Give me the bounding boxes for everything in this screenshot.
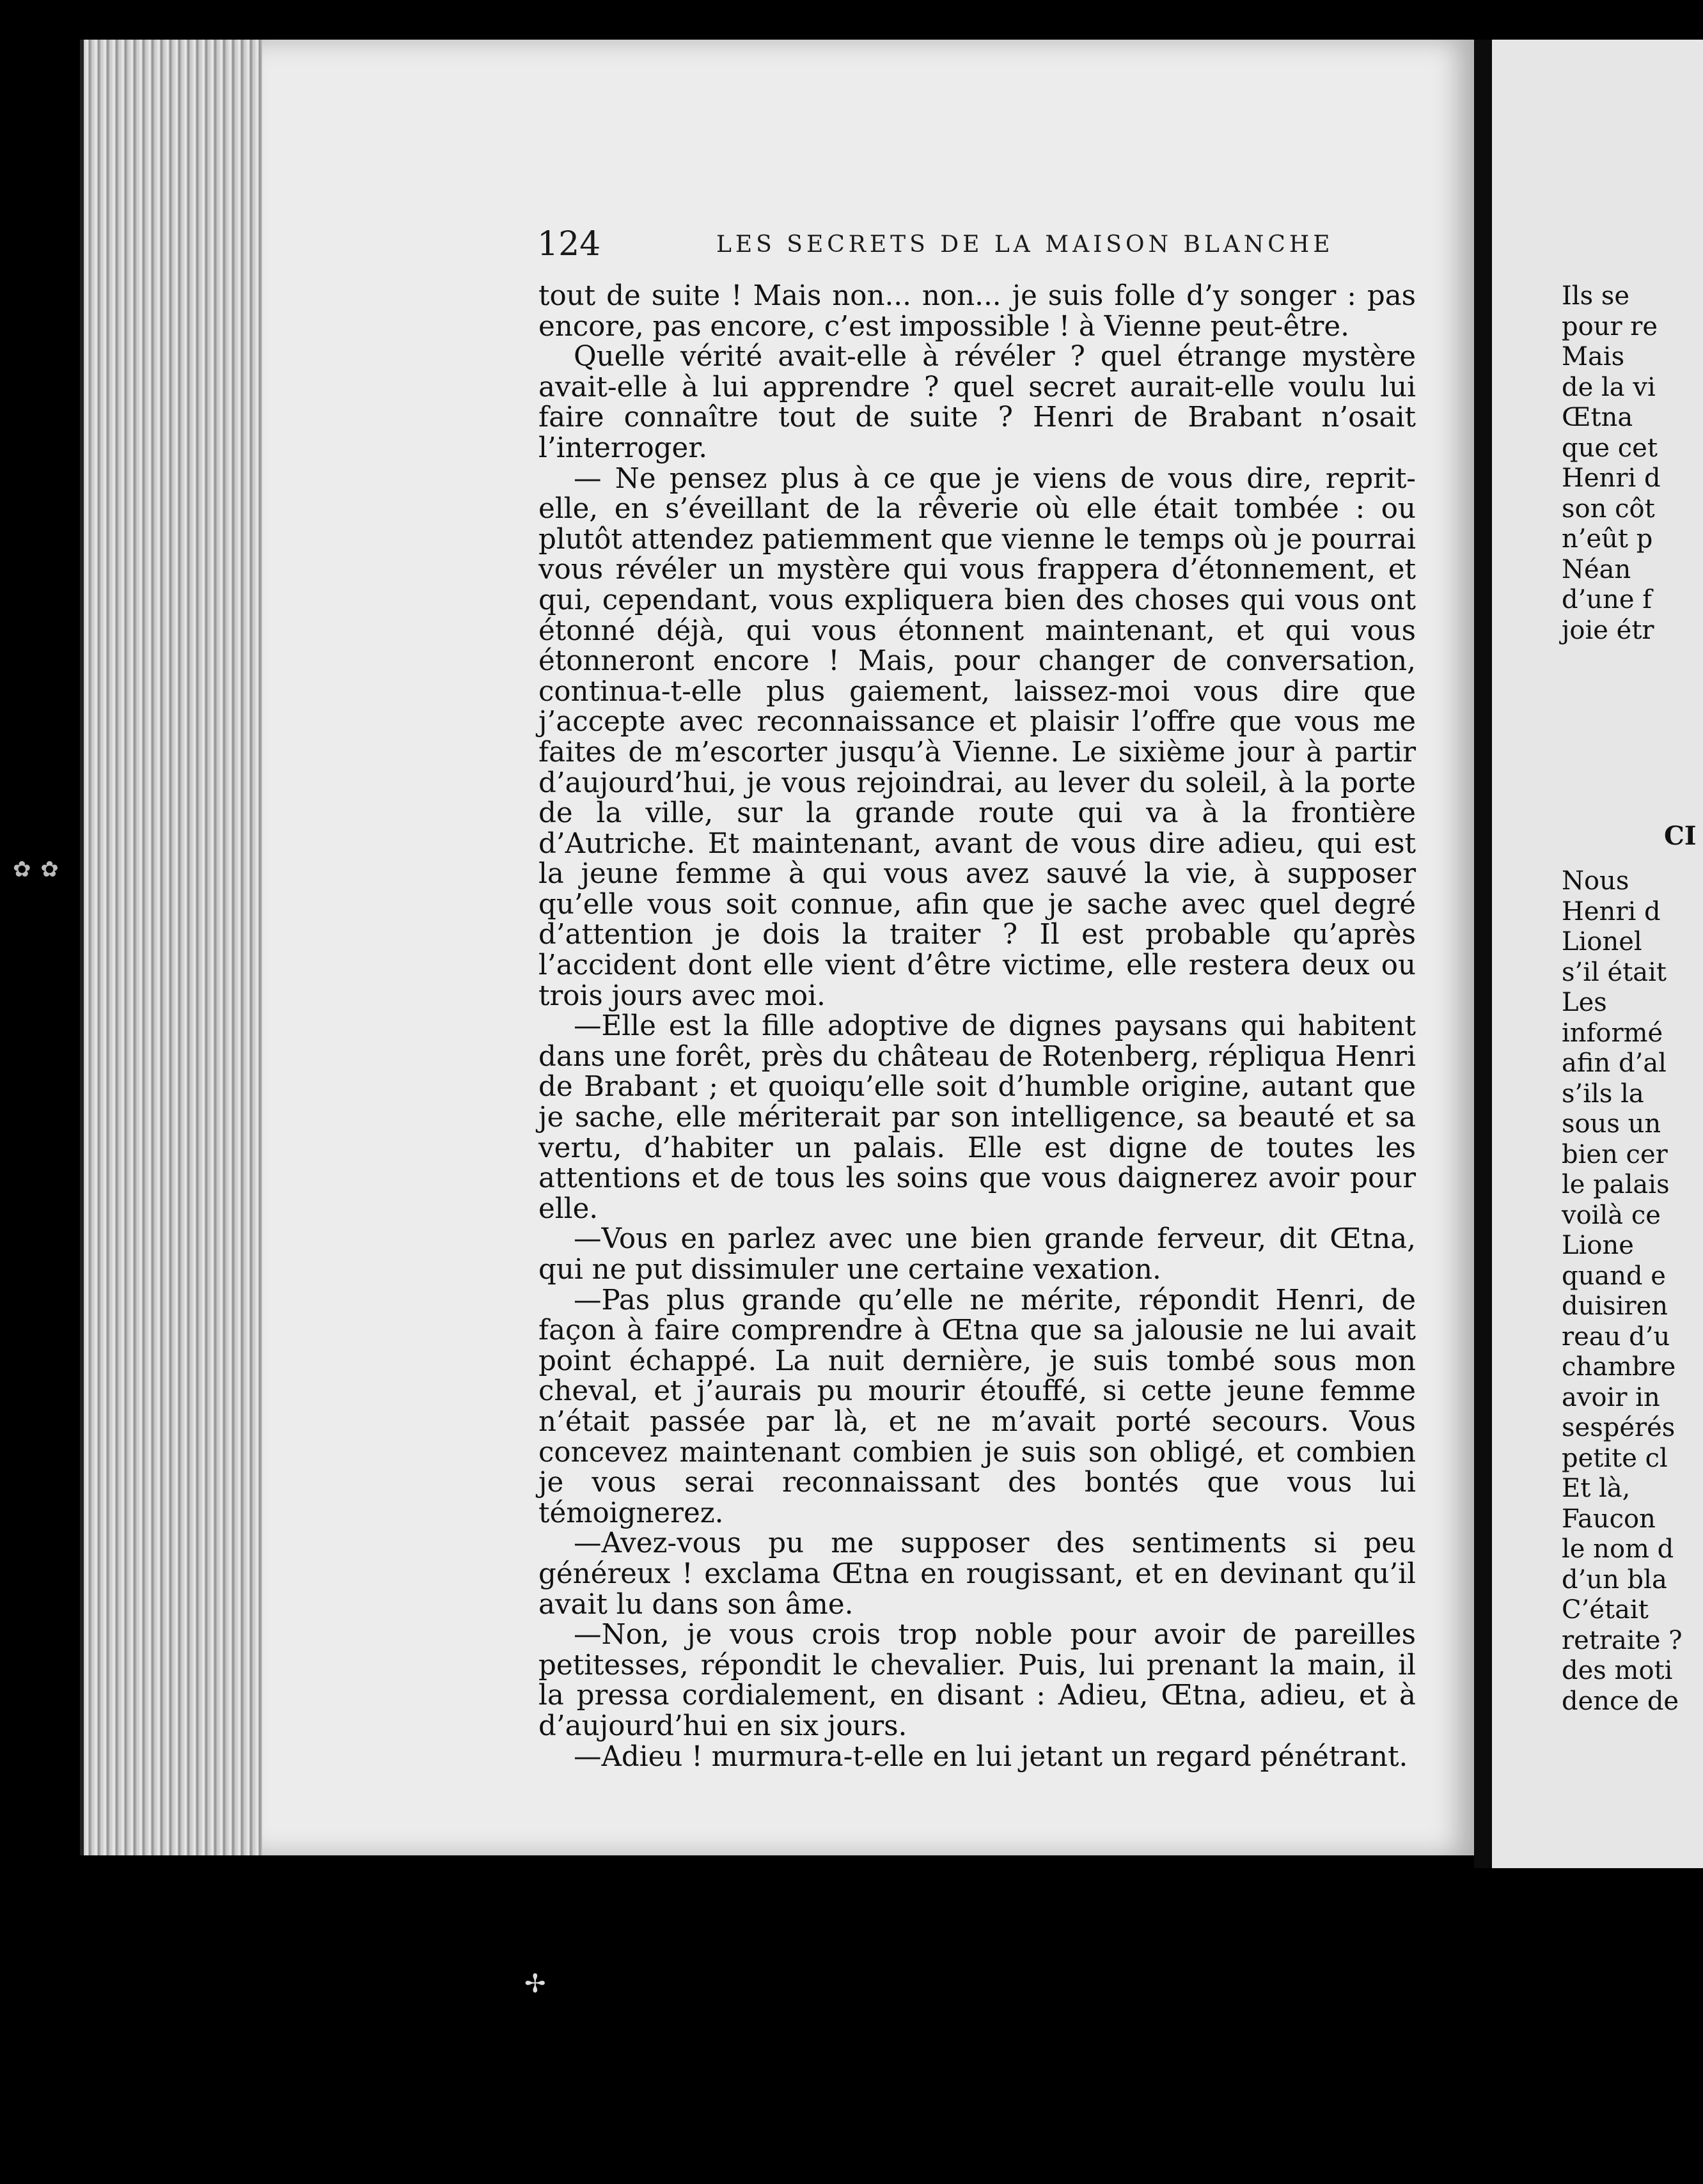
running-title: LES SECRETS DE LA MAISON BLANCHE [716,231,1334,258]
right-page-line: Nous [1562,866,1629,896]
right-page-line: duisiren [1562,1291,1668,1321]
paragraph: —Avez-vous pu me supposer des sentiments si peu généreux ! exclama Œtna en rougissant, et en devinant qu’il avait lu dans son âme. [538,1527,1416,1621]
right-page-line: de la vi [1562,372,1656,402]
paragraph: —Vous en parlez avec une bien grande ferveur, dit Œtna, qui ne put dissimuler une certaine vexation. [538,1223,1416,1286]
right-page-line: afin d’al [1562,1049,1667,1078]
right-page-line: sous un [1562,1109,1661,1139]
right-page-line: que cet [1562,433,1658,463]
right-page-line: Henri d [1562,896,1661,926]
paragraph: — Ne pensez plus à ce que je viens de vous dire, reprit-elle, en s’éveillant de la rêverie où elle était tombée : ou plutôt attendez patiemment que vienne le temps où je pourrai vous révéler un mystère qui vous frappera d’étonnement, et qui, cependant, vous expliquera bien des choses qui vous ont étonné déjà, qui vous étonnent maintenant, et qui vous étonneront encore ! Mais, pour changer de conversation, continua-t-elle plus gaiement, laissez-moi vous dire que j’accepte avec reconnaissance et plaisir l’offre que vous me faites de m’escorter jusqu’à Vienne. Le sixième jour à partir d’aujourd’hui, je vous rejoindrai, au lever du soleil, à la porte de la ville, sur la grande route qui va à la frontière d’Autriche. Et maintenant, avant de vous dire adieu, qui est la jeune femme à qui vous avez sauvé la vie, à supposer qu’elle vous soit connue, afin que je sache avec quel degré d’attention je dois la traiter ? Il est probable qu’après l’accident dont elle vient d’être victime, elle restera deux ou trois jours avec moi. [538,462,1416,1012]
right-page-line: C’était [1562,1595,1649,1625]
bottom-mark: ✢ [524,1969,546,1999]
page-edges [80,40,276,1855]
paragraph: —Non, je vous crois trop noble pour avoir de pareilles petitesses, répondit le chevalier. Puis, lui prenant la main, il la pressa cordialement, en disant : Adieu, Œtna, adieu, et à d’aujourd’hui en six jours. [538,1619,1416,1742]
right-page-line: petite cl [1562,1443,1668,1473]
right-page-line: Lionel [1562,927,1642,956]
right-page-line: avoir in [1562,1382,1660,1412]
chapter-heading-fragment: CI [1664,821,1697,851]
right-page-line: bien cer [1562,1139,1668,1169]
right-page-line: d’un bla [1562,1564,1667,1595]
right-page-line: chambre [1562,1352,1676,1382]
right-page-line: sespérés [1562,1413,1676,1442]
page-number: 124 [537,225,601,263]
right-page-line: Lione [1562,1231,1634,1260]
margin-stamp: ✿ ✿ [13,857,60,882]
right-page-line: pour re [1562,311,1658,341]
right-page-line: retraite ? [1562,1625,1683,1655]
right-page-line: n’eût p [1562,524,1653,554]
right-page-line: des moti [1562,1656,1673,1685]
right-page-line: Mais [1562,342,1625,371]
right-page-line: s’ils la [1562,1079,1644,1109]
right-page-line: le palais [1562,1170,1670,1199]
right-page-line: le nom d [1562,1534,1674,1564]
right-page-line: Faucon [1562,1504,1656,1534]
right-page-line: Œtna [1562,403,1633,432]
right-page-line: voilà ce [1562,1200,1661,1230]
paragraph: Quelle vérité avait-elle à révéler ? quel étrange mystère avait-elle à lui apprendre ? quel secret aurait-elle voulu lui faire connaître tout de suite ? Henri de Brabant n’osait l’interroger. [538,341,1416,464]
right-page-line: s’il était [1562,957,1667,987]
right-page-line: Et là, [1562,1474,1631,1503]
paragraph: —Pas plus grande qu’elle ne mérite, répondit Henri, de façon à faire comprendre à Œtna que sa jalousie ne lui avait point échappé. La nuit dernière, je suis tombé sous mon cheval, et j’aurais pu mourir étouffé, si cette jeune femme n’était passée par là, et ne m’avait porté secours. Vous concevez maintenant combien je suis son obligé, et combien je vous serai reconnaissant des bontés que vous lui témoignerez. [538,1284,1416,1529]
right-page-line: Néan [1562,554,1631,584]
body-text [538,281,1416,1841]
right-page-line: d’une f [1562,585,1652,614]
running-head [537,225,1426,263]
right-page-line: quand e [1562,1261,1666,1291]
right-page-line: son côt [1562,494,1655,524]
paragraph: —Adieu ! murmura-t-elle en lui jetant un regard pénétrant. [574,1740,1408,1773]
right-page-line: Henri d [1562,464,1661,493]
paragraph: tout de suite ! Mais non... non... je suis folle d’y songer : pas encore, pas encore, c’est impossible ! à Vienne peut-être. [538,280,1416,343]
right-page-line: Les [1562,988,1607,1017]
paragraph: —Elle est la fille adoptive de dignes paysans qui habitent dans une forêt, près du château de Rotenberg, répliqua Henri de Brabant ; et quoiqu’elle soit d’humble origine, autant que je sache, elle mériterait par son intelligence, sa beauté et sa vertu, d’habiter un palais. Elle est digne de toutes les attentions et de tous les soins que vous daignerez avoir pour elle. [538,1010,1416,1225]
right-page-line: Ils se [1562,281,1630,311]
right-page-line: dence de [1562,1686,1679,1716]
right-page-text [1562,281,1697,1816]
right-page-line: joie étr [1562,615,1654,645]
right-page-line: informé [1562,1018,1663,1048]
section-gap [1562,646,1683,806]
right-page-line: reau d’u [1562,1322,1670,1352]
